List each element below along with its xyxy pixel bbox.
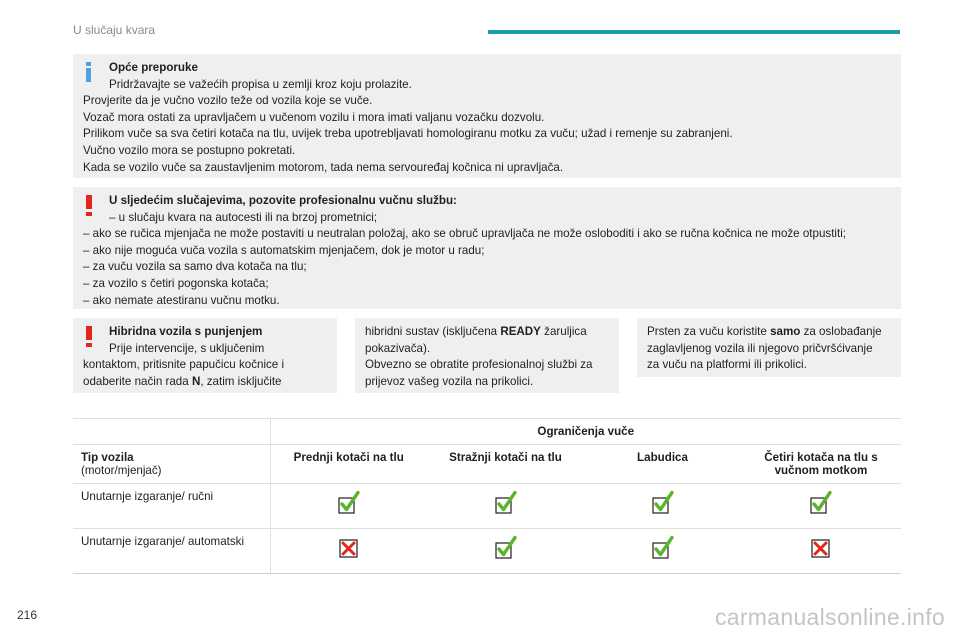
check-icon <box>649 535 677 561</box>
hybrid-box-line: pokazivača). <box>365 341 431 355</box>
ring-box-line: Prsten za vuču koristite samo za oslobađanje <box>647 325 882 338</box>
info-box-title: Opće preporuke <box>109 61 198 74</box>
table-col-header: Prednji kotači na tlu <box>270 445 427 484</box>
cross-icon <box>807 535 835 561</box>
warning-box-item: – u slučaju kvara na autocesti ili na brzoj prometnici; <box>109 210 378 224</box>
table-col-header: Četiri kotača na tlu s vučnom motkom <box>741 445 901 484</box>
table-cell <box>270 484 427 529</box>
table-col0-subtitle: (motor/mjenjač) <box>81 464 162 477</box>
table-cell <box>741 484 901 529</box>
check-icon <box>492 535 520 561</box>
warning-icon <box>86 326 92 347</box>
check-icon <box>649 490 677 516</box>
check-icon <box>807 490 835 516</box>
check-icon <box>492 490 520 516</box>
warning-box-item: – ako nije moguća vuča vozila s automatskim mjenjačem, dok je motor u radu; <box>83 243 485 257</box>
table-col0-title: Tip vozila <box>81 451 134 464</box>
info-box-line: Provjerite da je vučno vozilo teže od vozila koje se vuče. <box>83 94 373 108</box>
hybrid-box-part1 <box>73 318 337 393</box>
ring-box-line: za vuču na platformi ili prikolici. <box>647 358 807 372</box>
ring-box-line: zaglavljenog vozila ili njegovo pričvršćivanje <box>647 341 873 355</box>
warning-box-title: U sljedećim slučajevima, pozovite profesionalnu vučnu službu: <box>109 194 457 207</box>
hybrid-box-line: kontaktom, pritisnite papučicu kočnice i <box>83 358 285 372</box>
header-title: U slučaju kvara <box>73 23 156 37</box>
info-box-line: Vozač mora ostati za upravljačem u vučenom vozilu i mora imati valjanu vozačku dozvolu. <box>83 110 545 124</box>
table-row-label: Unutarnje izgaranje/ automatski <box>73 529 270 574</box>
info-box-line: Kada se vozilo vuče sa zaustavljenim motorom, tada nema servouređaj kočnica ni upravljača. <box>83 160 564 174</box>
warning-box-item: – ako se ručica mjenjača ne može postaviti u neutralan položaj, ako se obruč upravljača ne može osloboditi i ako se ručna kočnica ne može otpustiti; <box>83 227 847 241</box>
towing-restrictions-table <box>73 418 901 574</box>
watermark: carmanualsonline.info <box>714 604 945 630</box>
table-row <box>73 529 901 574</box>
warning-icon <box>86 195 92 216</box>
table-col-header: Stražnji kotači na tlu <box>427 445 584 484</box>
table-row-label: Unutarnje izgaranje/ ručni <box>73 484 270 529</box>
hybrid-box-line: prijevoz vašeg vozila na prikolici. <box>365 374 534 388</box>
info-box-line: Pridržavajte se važećih propisa u zemlji kroz koju prolazite. <box>109 77 412 91</box>
warning-box <box>73 187 901 309</box>
table-corner-cell <box>73 419 270 445</box>
warning-box-item: – ako nemate atestiranu vučnu motku. <box>83 293 280 307</box>
table-group-header: Ograničenja vuče <box>270 419 901 445</box>
info-box-line: Prilikom vuče sa sva četiri kotača na tlu, uvijek treba upotrebljavati homologiranu motku za vuču; užad i remenje su zabranjeni. <box>83 127 733 141</box>
hybrid-box-title: Hibridna vozila s punjenjem <box>109 325 263 338</box>
warning-box-item: – za vozilo s četiri pogonska kotača; <box>83 276 269 290</box>
table-cell <box>584 529 741 574</box>
hybrid-box-line: Prije intervencije, s uključenim <box>109 341 265 355</box>
info-icon <box>86 62 91 82</box>
hybrid-box-line: Obvezno se obratite profesionalnoj službi za <box>365 358 593 372</box>
cross-icon <box>335 535 363 561</box>
table-col0-header <box>73 445 270 484</box>
check-icon <box>335 490 363 516</box>
hybrid-box-part2 <box>355 318 619 393</box>
table-col-header: Labudica <box>584 445 741 484</box>
table-cell <box>741 529 901 574</box>
hybrid-box-line: odaberite način rada N, zatim isključite <box>83 374 282 388</box>
info-box <box>73 54 901 178</box>
header-accent-bar <box>488 30 900 34</box>
warning-box-item: – za vuču vozila sa samo dva kotača na tlu; <box>83 260 307 274</box>
table-cell <box>270 529 427 574</box>
table-row <box>73 484 901 529</box>
page-number: 216 <box>17 608 38 622</box>
table-cell <box>427 484 584 529</box>
ring-box <box>637 318 901 377</box>
table-cell <box>584 484 741 529</box>
hybrid-box-line: hibridni sustav (isključena READY žaruljica <box>365 325 587 338</box>
table-cell <box>427 529 584 574</box>
info-box-line: Vučno vozilo mora se postupno pokretati. <box>83 143 296 157</box>
